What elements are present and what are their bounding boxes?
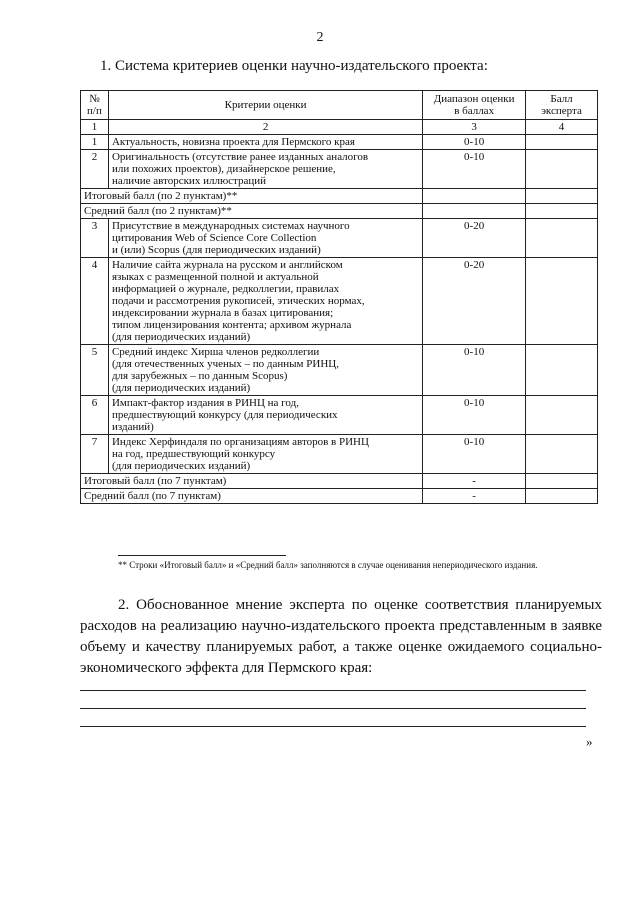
criterion-line: Индекс Херфиндаля по организациям авторов в РИНЦ <box>111 436 369 448</box>
summary-label: Средний балл (по 2 пунктам)** <box>81 204 423 219</box>
closing-quote: » <box>586 734 593 749</box>
header-num: № п/п <box>81 91 109 120</box>
column-number: 4 <box>526 120 598 135</box>
table-row <box>81 258 598 345</box>
row-number: 2 <box>81 150 109 189</box>
criterion-text <box>108 435 422 474</box>
column-number: 3 <box>423 120 526 135</box>
row-number: 6 <box>81 396 109 435</box>
score-range: 0-20 <box>423 219 526 258</box>
table-row <box>81 435 598 474</box>
summary-score-cell[interactable] <box>526 474 598 489</box>
table-row <box>81 396 598 435</box>
criterion-line: изданий) <box>111 421 154 433</box>
criterion-line: (для отечественных ученых – по данным РИНЦ, <box>111 358 339 370</box>
summary-range: - <box>423 474 526 489</box>
criterion-text <box>108 219 422 258</box>
table-row <box>81 345 598 396</box>
page-number: 2 <box>316 30 324 45</box>
criterion-line: для зарубежных – по данным Scopus) <box>111 370 288 382</box>
criterion-line: информацией о журнале, редколлегии, правилах <box>111 283 340 295</box>
score-range: 0-10 <box>423 396 526 435</box>
criterion-line: Оригинальность (отсутствие ранее изданных аналогов <box>111 151 369 163</box>
row-number: 3 <box>81 219 109 258</box>
criterion-text <box>108 258 422 345</box>
expert-score-cell[interactable] <box>526 435 598 474</box>
criterion-line: Присутствие в международных системах научного <box>111 220 350 232</box>
row-number: 4 <box>81 258 109 345</box>
criterion-text <box>108 135 422 150</box>
criterion-line: (для периодических изданий) <box>111 460 251 472</box>
table-body <box>81 135 598 504</box>
table-header-row <box>81 91 598 120</box>
criteria-table <box>80 90 598 504</box>
expert-score-cell[interactable] <box>526 135 598 150</box>
summary-row <box>81 204 598 219</box>
column-number: 1 <box>81 120 109 135</box>
answer-line[interactable] <box>80 708 586 709</box>
criterion-line: подачи и рассмотрения рукописей, этических нормах, <box>111 295 365 307</box>
criterion-line: типом лицензирования контента; архивом журнала <box>111 319 352 331</box>
summary-label: Итоговый балл (по 2 пунктам)** <box>81 189 423 204</box>
criterion-line: Наличие сайта журнала на русском и английском <box>111 259 343 271</box>
summary-row <box>81 189 598 204</box>
header-criteria: Критерии оценки <box>108 91 422 120</box>
score-range: 0-10 <box>423 435 526 474</box>
row-number: 7 <box>81 435 109 474</box>
answer-line[interactable] <box>80 726 586 727</box>
summary-range: - <box>423 489 526 504</box>
summary-score-cell[interactable] <box>526 204 598 219</box>
criterion-line: (для периодических изданий) <box>111 382 251 394</box>
criterion-text <box>108 345 422 396</box>
expert-score-cell[interactable] <box>526 396 598 435</box>
footnote-divider <box>118 555 286 556</box>
criterion-line: цитирования Web of Science Core Collection <box>111 232 317 244</box>
summary-row <box>81 489 598 504</box>
expert-score-cell[interactable] <box>526 258 598 345</box>
criterion-line: языках с размещенной полной и актуальной <box>111 271 319 283</box>
criterion-line: на год, предшествующий конкурсу <box>111 448 276 460</box>
expert-score-cell[interactable] <box>526 345 598 396</box>
summary-label: Средний балл (по 7 пунктам) <box>81 489 423 504</box>
criterion-line: предшествующий конкурсу (для периодических <box>111 409 338 421</box>
criterion-text <box>108 150 422 189</box>
footnote: ** Строки «Итоговый балл» и «Средний балл» заполняются в случае оценивания непериодического издания. <box>118 560 538 570</box>
summary-range <box>423 189 526 204</box>
score-range: 0-10 <box>423 135 526 150</box>
row-number: 5 <box>81 345 109 396</box>
criterion-line: или похожих проектов), дизайнерское решение, <box>111 163 336 175</box>
column-number: 2 <box>108 120 422 135</box>
header-expert: Балл эксперта <box>526 91 598 120</box>
table-row <box>81 150 598 189</box>
expert-score-cell[interactable] <box>526 150 598 189</box>
table-row <box>81 135 598 150</box>
summary-row <box>81 474 598 489</box>
expert-score-cell[interactable] <box>526 219 598 258</box>
criterion-line: и (или) Scopus (для периодических изданий) <box>111 244 321 256</box>
table-row <box>81 219 598 258</box>
answer-line[interactable] <box>80 690 586 691</box>
criterion-line: Импакт-фактор издания в РИНЦ на год, <box>111 397 299 409</box>
header-range: Диапазон оценки в баллах <box>423 91 526 120</box>
summary-range <box>423 204 526 219</box>
section-2-paragraph: 2. Обоснованное мнение эксперта по оценке соответствия планируемых расходов на реализацию научно-издательского проекта представленным в заявке объему и качеству планируемых работ, а также оценке ожидаемого социально-экономического эффекта для Пермского края: <box>80 597 602 676</box>
score-range: 0-20 <box>423 258 526 345</box>
table-column-numbers-row <box>81 120 598 135</box>
summary-score-cell[interactable] <box>526 189 598 204</box>
summary-label: Итоговый балл (по 7 пунктам) <box>81 474 423 489</box>
score-range: 0-10 <box>423 345 526 396</box>
summary-score-cell[interactable] <box>526 489 598 504</box>
criterion-text <box>108 396 422 435</box>
criterion-line: наличие авторских иллюстраций <box>111 175 267 187</box>
section-1-title: 1. Система критериев оценки научно-издательского проекта: <box>100 58 488 74</box>
criterion-line: индексировании журнала в базах цитирования; <box>111 307 334 319</box>
criterion-line: Актуальность, новизна проекта для Пермского края <box>111 136 355 148</box>
row-number: 1 <box>81 135 109 150</box>
criterion-line: (для периодических изданий) <box>111 331 251 343</box>
criterion-line: Средний индекс Хирша членов редколлегии <box>111 346 320 358</box>
score-range: 0-10 <box>423 150 526 189</box>
